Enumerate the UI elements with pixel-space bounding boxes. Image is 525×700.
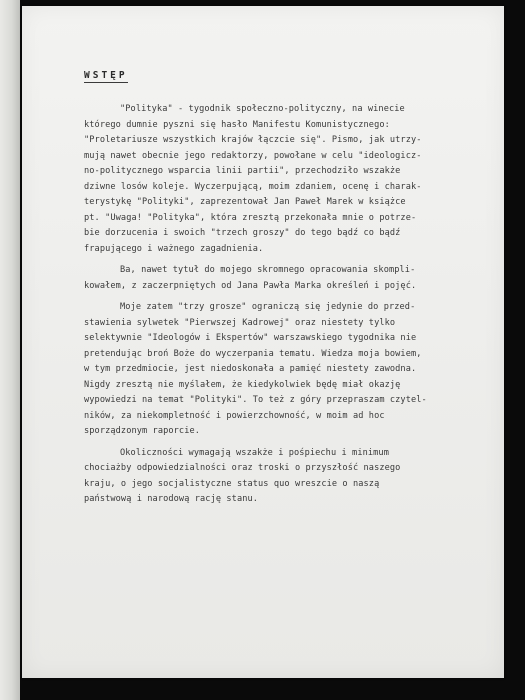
text-line: terystykę "Polityki", zaprezentował Jan Paweł Marek w książce [84,197,406,207]
text-line: pretendując broń Boże do wyczerpania tematu. Wiedza moja bowiem, [84,348,422,359]
paragraph [84,263,484,294]
typewritten-page [22,6,504,678]
paragraph [84,102,484,257]
text-line: wypowiedzi na temat "Polityki". To też z góry przepraszam czytel- [84,395,427,405]
text-line: mują nawet obecnie jego redaktorzy, powołane w celu "ideologicz- [84,150,422,161]
paragraph [84,446,484,508]
text-line: "Polityka" - tygodnik społeczno-polityczny, na winecie [120,104,405,114]
text-line: w tym przedmiocie, jest niedoskonała a pamięć niestety zawodna. [84,364,417,374]
text-line: Okoliczności wymagają wszakże i pośpiechu i minimum [120,447,389,458]
adjacent-page-edge [0,0,20,700]
document-heading: WSTĘP [84,70,128,81]
text-line: kowałem, z zaczerpniętych od Jana Pawła Marka określeń i pojęć. [84,280,417,291]
text-line: państwową i narodową rację stanu. [84,494,259,504]
text-line: Nigdy zresztą nie myślałem, że kiedykolwiek będę miał okazję [84,379,401,390]
text-line: kraju, o jego socjalistyczne status quo wreszcie o naszą [84,478,380,489]
text-line: stawienia sylwetek "Pierwszej Kadrowej" oraz niestety tylko [84,317,396,328]
text-line: którego dumnie pyszni się hasło Manifestu Komunistycznego: [84,119,390,130]
text-line: dziwne losów koleje. Wyczerpującą, moim zdaniem, ocenę i charak- [84,181,422,192]
text-line: ników, za niekompletność i powierzchowność, w moim ad hoc [84,410,385,421]
text-line: selektywnie "Ideologów i Ekspertów" warszawskiego tygodnika nie [84,333,417,343]
text-line: sporządzonym raporcie. [84,426,201,436]
text-line: frapującego i ważnego zagadnienia. [84,243,264,254]
document-body [84,70,484,514]
text-line: "Proletariusze wszystkich krajów łączcie się". Pismo, jak utrzy- [84,135,422,145]
text-line: Ba, nawet tytuł do mojego skromnego opracowania skompli- [120,265,416,275]
text-line: no-politycznego wsparcia linii partii", przechodziło wszakże [84,166,401,176]
text-line: bie dorzucenia i swoich "trzech groszy" do tego bądź co bądź [84,228,401,238]
text-line: pt. "Uwaga! "Polityka", która zresztą przekonała mnie o potrze- [84,212,417,223]
paragraph-container [84,102,484,508]
text-line: Moje zatem "trzy grosze" ograniczą się jedynie do przed- [120,302,416,312]
text-line: chociażby odpowiedzialności oraz troski o przyszłość naszego [84,463,401,473]
paragraph [84,300,484,440]
